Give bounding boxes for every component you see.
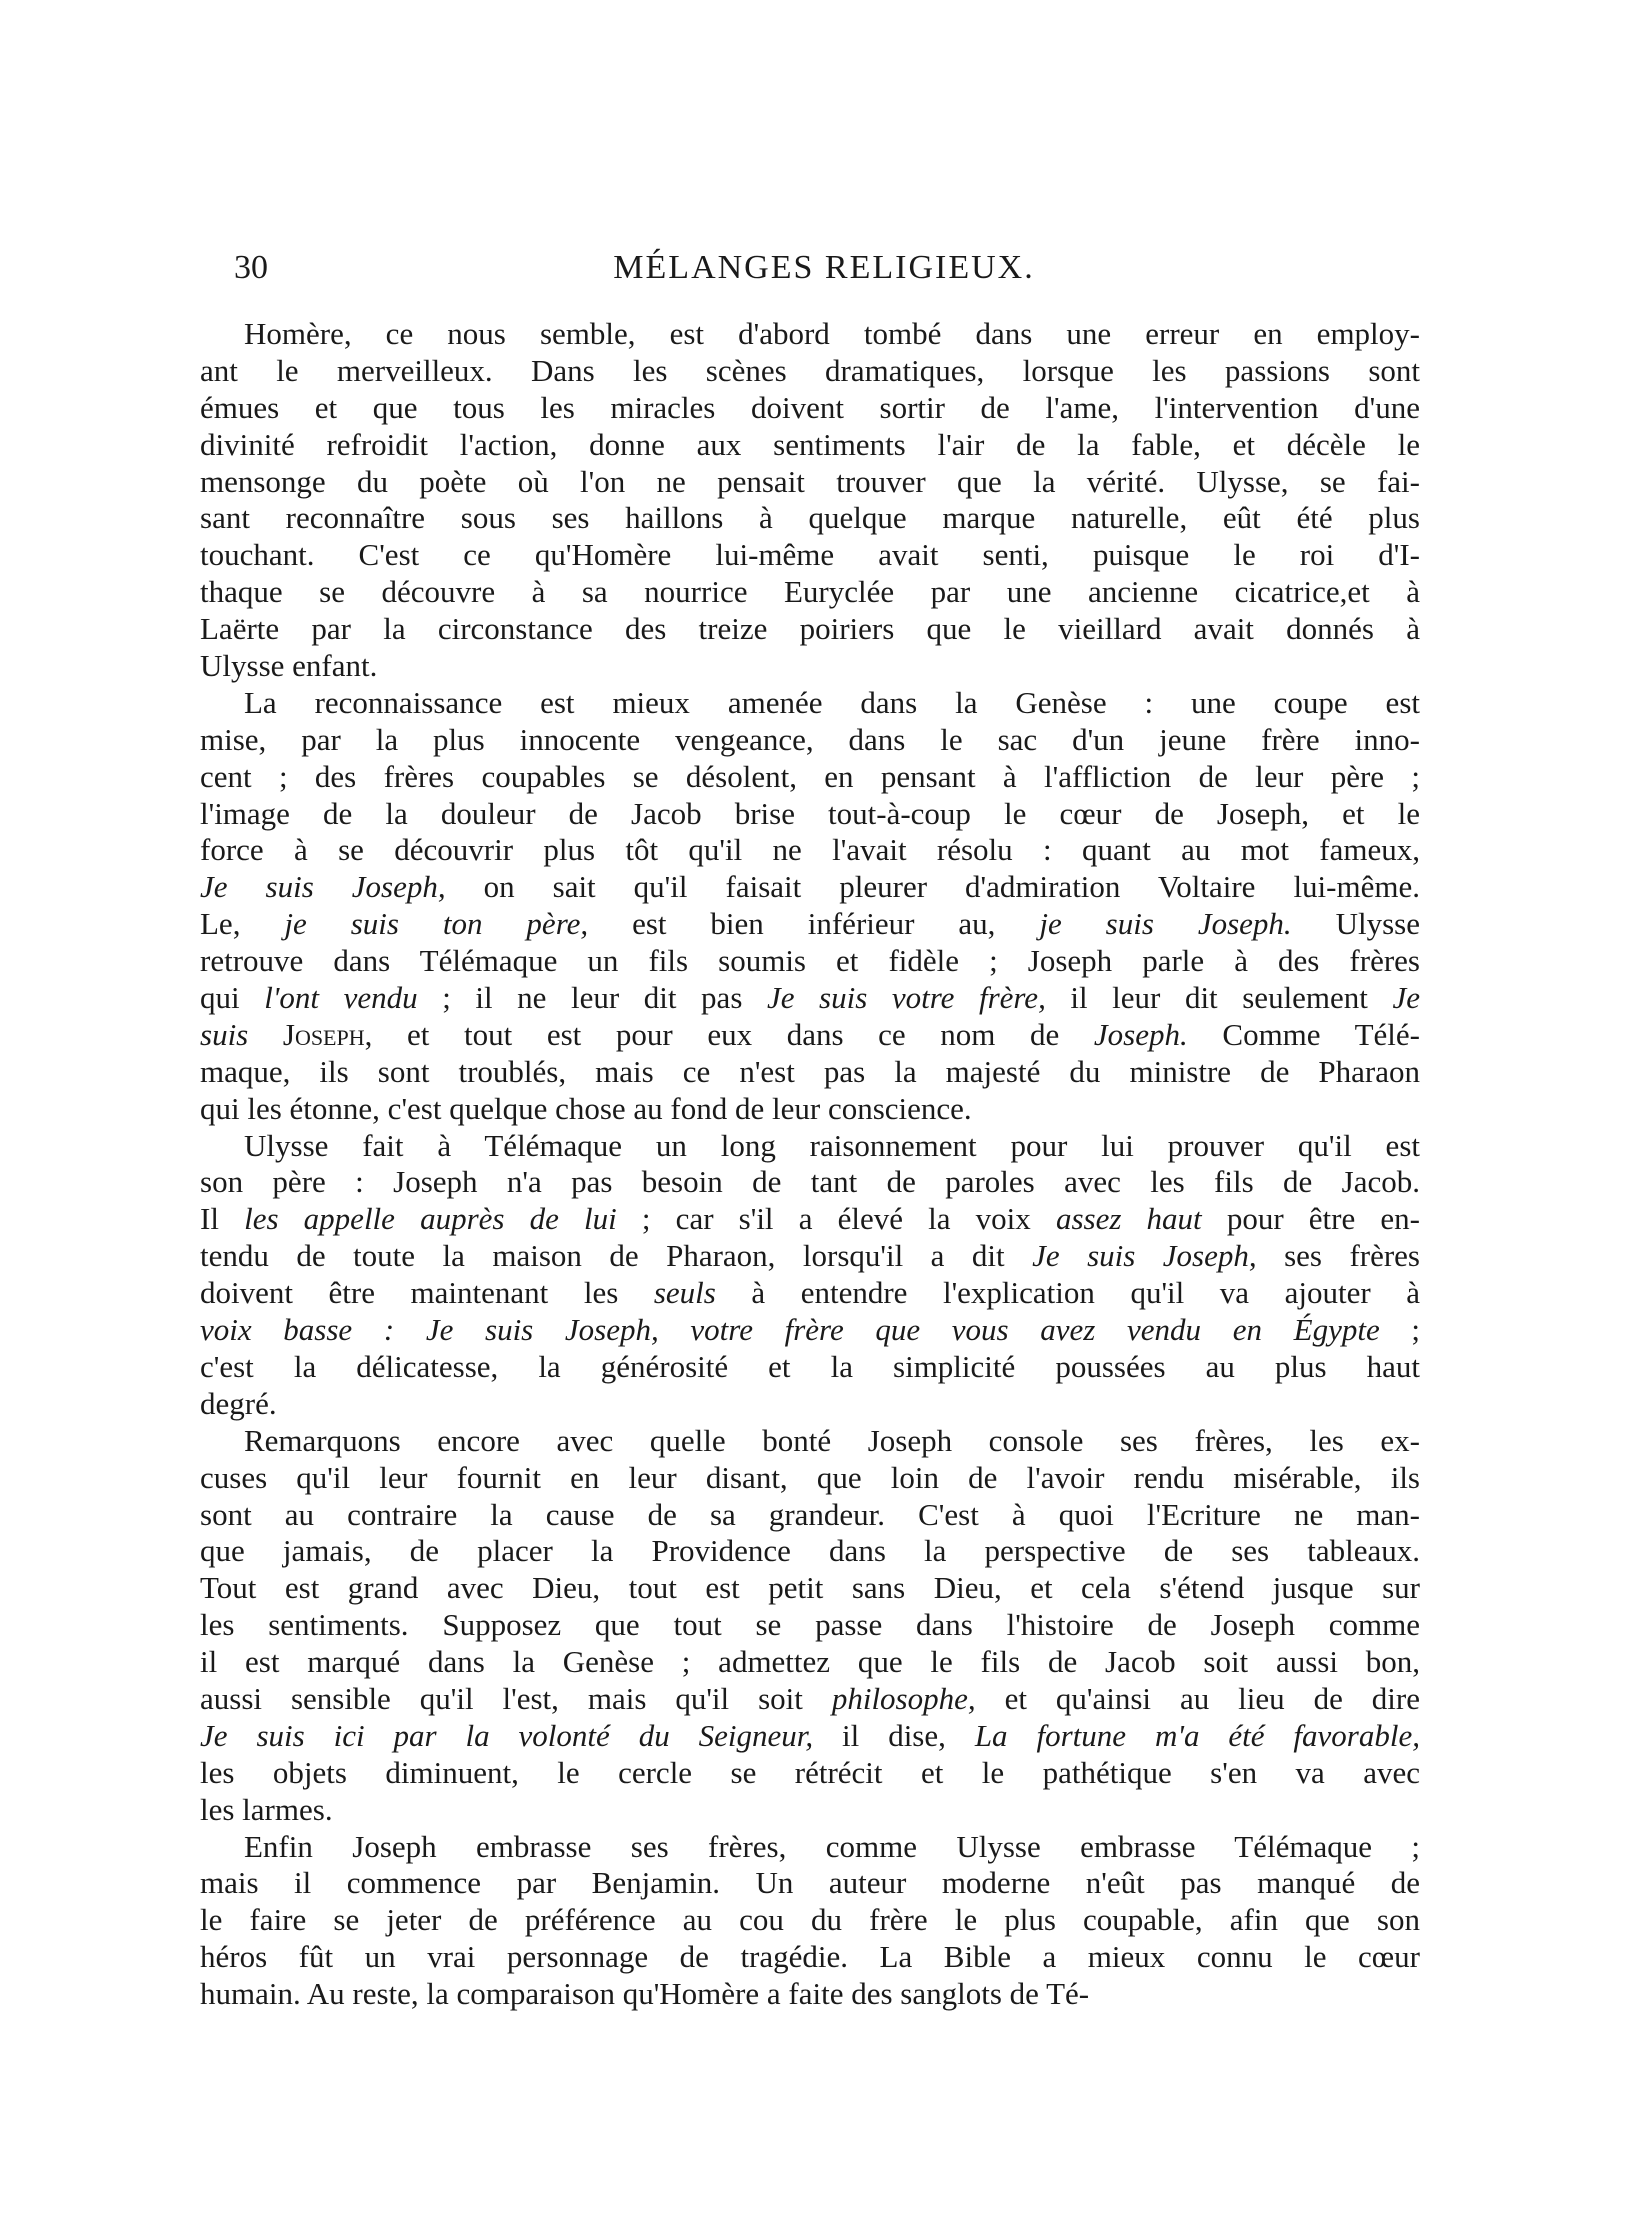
text-run: ant le merveilleux. Dans les scènes dramatiques, lorsque les passions sont — [200, 352, 1420, 388]
text-run — [248, 1017, 283, 1052]
text-run: ses frères — [1256, 1238, 1420, 1274]
text-line — [200, 1718, 1420, 1755]
paragraph — [200, 316, 1420, 685]
text-run: Je suis Joseph, — [1032, 1238, 1257, 1274]
text-line — [200, 574, 1420, 611]
text-run: à entendre l'explication qu'il va ajouter à — [715, 1275, 1420, 1311]
text-line — [200, 1755, 1420, 1792]
text-run: sont au contraire la cause de sa grandeur. C'est à quoi l'Ecriture ne man- — [200, 1496, 1420, 1532]
text-run: il dise, — [813, 1717, 975, 1753]
text-line — [200, 1570, 1420, 1607]
text-run: son père : Joseph n'a pas besoin de tant de paroles avec les fils de Jacob. — [200, 1164, 1420, 1200]
text-line — [200, 1349, 1420, 1386]
text-run: je suis ton père, — [284, 906, 589, 942]
text-run: c'est la délicatesse, la générosité et la simplicité poussées au plus haut — [200, 1348, 1420, 1384]
text-run: mise, par la plus innocente vengeance, dans le sac d'un jeune frère inno- — [200, 721, 1420, 757]
text-run: assez haut — [1055, 1201, 1202, 1237]
text-line — [200, 1460, 1420, 1497]
text-run: héros fût un vrai personnage de tragédie. La Bible a mieux connu le cœur — [200, 1939, 1420, 1975]
text-run: cent ; des frères coupables se désolent, en pensant à l'affliction de leur père ; — [200, 758, 1420, 794]
text-run: suis — [200, 1016, 249, 1052]
text-run: ; car s'il a élevé la voix — [616, 1201, 1056, 1237]
paragraph — [200, 1829, 1420, 2013]
text-run: thaque se découvre à sa nourrice Euryclée par une ancienne cicatrice,et à — [200, 574, 1420, 610]
text-run: les larmes. — [200, 1791, 333, 1827]
text-line — [200, 500, 1420, 537]
text-run: touchant. C'est ce qu'Homère lui-même avait senti, puisque le roi d'I- — [200, 537, 1420, 573]
text-run: ; il ne leur dit pas — [417, 980, 767, 1016]
text-run: il est marqué dans la Genèse ; admettez que le fils de Jacob soit aussi bon, — [200, 1644, 1420, 1680]
text-run: mensonge du poète où l'on ne pensait trouver que la vérité. Ulysse, se fai- — [200, 463, 1420, 499]
text-run: et qu'ainsi au lieu de dire — [975, 1680, 1420, 1716]
text-run: Je suis Joseph, — [200, 869, 446, 905]
text-run: les appelle auprès de lui — [244, 1201, 617, 1237]
text-run: Laërte par la circonstance des treize poiriers que le vieillard avait donnés à — [200, 611, 1420, 647]
text-run: Je — [1392, 980, 1420, 1016]
text-line — [200, 464, 1420, 501]
text-line — [200, 1644, 1420, 1681]
text-run: Comme Télé- — [1187, 1016, 1420, 1052]
text-run: Remarquons encore avec quelle bonté Joseph console ses frères, les ex- — [244, 1422, 1420, 1458]
text-line — [200, 1386, 1420, 1423]
text-run: divinité refroidit l'action, donne aux sentiments l'air de la fable, et décèle le — [200, 426, 1420, 462]
text-line — [200, 1829, 1420, 1866]
text-run: ; — [1379, 1312, 1420, 1348]
text-run: Ulysse enfant. — [200, 648, 378, 684]
text-run: philosophe, — [831, 1680, 976, 1716]
text-line — [200, 869, 1420, 906]
text-line — [200, 1939, 1420, 1976]
text-line — [200, 1091, 1420, 1128]
text-run: Enfin Joseph embrasse ses frères, comme Ulysse embrasse Télémaque ; — [244, 1828, 1420, 1864]
text-run: doivent être maintenant les — [200, 1275, 654, 1311]
paragraph — [200, 685, 1420, 1128]
text-line — [200, 943, 1420, 980]
text-line — [200, 1164, 1420, 1201]
paragraph — [200, 1128, 1420, 1423]
text-run: mais il commence par Benjamin. Un auteur moderne n'eût pas manqué de — [200, 1865, 1420, 1901]
text-run: pour être en- — [1201, 1201, 1420, 1237]
text-run: qui — [200, 980, 265, 1016]
text-line — [200, 759, 1420, 796]
text-run: maque, ils sont troublés, mais ce n'est pas la majesté du ministre de Pharaon — [200, 1053, 1420, 1089]
text-run: retrouve dans Télémaque un fils soumis et fidèle ; Joseph parle à des frères — [200, 943, 1420, 979]
text-line — [200, 722, 1420, 759]
text-run: tendu de toute la maison de Pharaon, lorsqu'il a dit — [200, 1238, 1033, 1274]
text-run: est bien inférieur au, — [588, 906, 1040, 942]
text-line — [200, 1312, 1420, 1349]
text-run: Ulysse — [1291, 906, 1420, 942]
text-run: l'ont vendu — [264, 980, 418, 1016]
text-line — [200, 1201, 1420, 1238]
text-run: degré. — [200, 1385, 277, 1421]
running-title: MÉLANGES RELIGIEUX. — [613, 249, 1035, 286]
text-run: Homère, ce nous semble, est d'abord tombé dans une erreur en employ- — [244, 316, 1420, 351]
text-run: Ulysse fait à Télémaque un long raisonnement pour lui prouver qu'il est — [244, 1127, 1420, 1163]
text-line — [200, 1238, 1420, 1275]
text-line — [200, 1423, 1420, 1460]
text-line — [200, 1902, 1420, 1939]
text-run: La fortune m'a été favorable, — [974, 1717, 1420, 1753]
text-run: force à se découvrir plus tôt qu'il ne l'avait résolu : quant au mot fameux, — [200, 832, 1420, 868]
text-run: , et tout est pour eux dans ce nom de — [364, 1016, 1094, 1052]
text-run: Tout est grand avec Dieu, tout est petit sans Dieu, et cela s'étend jusque sur — [200, 1570, 1420, 1606]
text-line — [200, 1865, 1420, 1902]
text-run: les sentiments. Supposez que tout se passe dans l'histoire de Joseph comme — [200, 1607, 1420, 1643]
text-line — [200, 1607, 1420, 1644]
text-run: aussi sensible qu'il l'est, mais qu'il soit — [200, 1680, 832, 1716]
text-line — [200, 1792, 1420, 1829]
text-run: je suis Joseph. — [1039, 906, 1292, 942]
text-run: Joseph. — [1093, 1016, 1188, 1052]
text-line — [200, 611, 1420, 648]
text-line — [200, 1128, 1420, 1165]
text-run: humain. Au reste, la comparaison qu'Homère a faite des sanglots de Té- — [200, 1976, 1090, 2012]
text-run: voix basse : Je suis Joseph, votre frère que vous avez vendu en Égypte — [200, 1312, 1380, 1348]
text-run: La reconnaissance est mieux amenée dans la Genèse : une coupe est — [244, 684, 1420, 720]
paragraph — [200, 1423, 1420, 1829]
text-run: l'image de la douleur de Jacob brise tout-à-coup le cœur de Joseph, et le — [200, 795, 1420, 831]
page-number: 30 — [234, 249, 268, 286]
text-line — [200, 685, 1420, 722]
text-line — [200, 1976, 1420, 2013]
text-run: émues et que tous les miracles doivent sortir de l'ame, l'intervention d'une — [200, 389, 1420, 425]
text-run: Le, — [200, 906, 285, 942]
text-line — [200, 537, 1420, 574]
text-line — [200, 906, 1420, 943]
text-run: que jamais, de placer la Providence dans la perspective de ses tableaux. — [200, 1533, 1420, 1569]
text-run: seuls — [653, 1275, 716, 1311]
text-line — [200, 1533, 1420, 1570]
text-line — [200, 980, 1420, 1017]
text-run: on sait qu'il faisait pleurer d'admiration Voltaire lui-même. — [445, 869, 1420, 905]
text-line — [200, 1017, 1420, 1054]
text-line — [200, 796, 1420, 833]
body-text — [200, 316, 1420, 2013]
text-line — [200, 648, 1420, 685]
text-run: Il — [200, 1201, 245, 1237]
text-line — [200, 1681, 1420, 1718]
text-run: qui les étonne, c'est quelque chose au fond de leur conscience. — [200, 1090, 972, 1126]
text-line — [200, 1054, 1420, 1091]
running-head — [234, 246, 1414, 290]
text-line — [200, 316, 1420, 353]
text-line — [200, 1275, 1420, 1312]
text-line — [200, 427, 1420, 464]
text-run: les objets diminuent, le cercle se rétrécit et le pathétique s'en va avec — [200, 1754, 1420, 1790]
text-run: le faire se jeter de préférence au cou du frère le plus coupable, afin que son — [200, 1902, 1420, 1938]
text-run: sant reconnaître sous ses haillons à quelque marque naturelle, eût été plus — [200, 500, 1420, 536]
text-run: Je suis ici par la volonté du Seigneur, — [200, 1717, 814, 1753]
text-line — [200, 832, 1420, 869]
text-line — [200, 390, 1420, 427]
text-run: Joseph — [282, 1016, 365, 1052]
text-line — [200, 1497, 1420, 1534]
text-run: Je suis votre frère, — [766, 980, 1046, 1016]
text-line — [200, 353, 1420, 390]
text-run: cuses qu'il leur fournit en leur disant, que loin de l'avoir rendu misérable, ils — [200, 1459, 1420, 1495]
text-run: il leur dit seulement — [1045, 980, 1393, 1016]
